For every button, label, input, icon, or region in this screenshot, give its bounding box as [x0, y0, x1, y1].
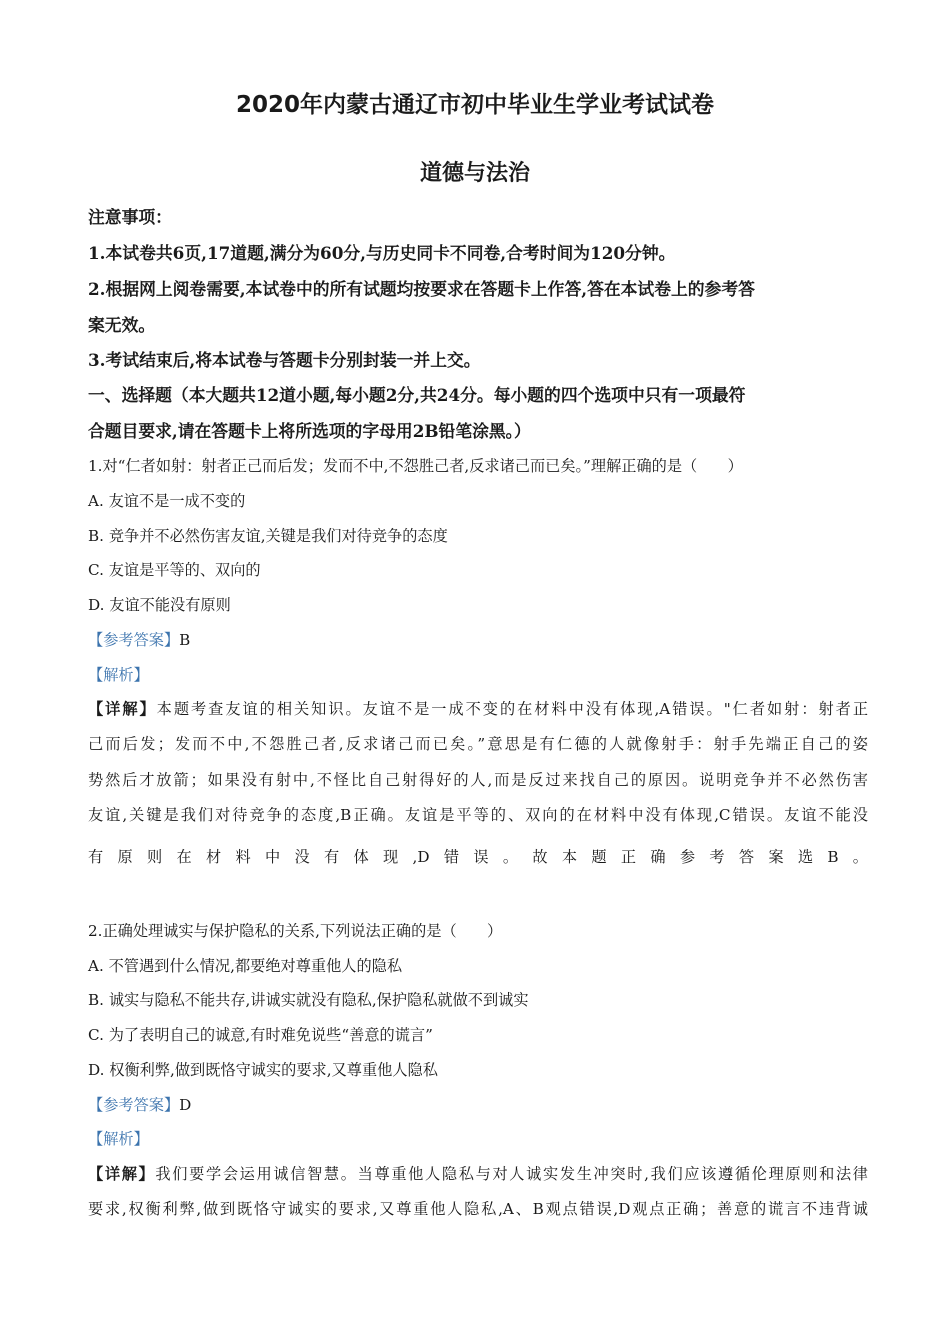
- q1-stem: 1.对“仁者如射：射者正己而后发；发而不中,不怨胜己者,反求诸己而已矣。”理解正确的是（ ）: [88, 457, 743, 475]
- answer-label: 【参考答案】: [88, 631, 180, 649]
- q1-option-d: D. 友谊不能没有原则: [88, 596, 231, 614]
- q1-analysis-label: 【解析】: [88, 666, 149, 684]
- exam-title: 2020年内蒙古通辽市初中毕业生学业考试试卷: [235, 92, 714, 118]
- detail-label: 【详解】: [88, 1165, 156, 1183]
- answer-value: D: [179, 1096, 192, 1114]
- q1-detail-line-2: 己而后发；发而不中,不怨胜己者,反求诸己而已矣。”意思是有仁德的人就像射手：射手先端正自己的姿: [88, 735, 868, 753]
- q2-analysis-label: 【解析】: [88, 1130, 149, 1148]
- q2-detail-line-2: 要求,权衡利弊,做到既恪守诚实的要求,又尊重他人隐私,A、B观点错误,D观点正确；善意的谎言不违背诚: [88, 1200, 868, 1218]
- q1-option-a: A. 友谊不是一成不变的: [88, 492, 246, 510]
- q1-detail-line-4: 友谊,关键是我们对待竞争的态度,B正确。友谊是平等的、双向的在材料中没有体现,C错误。友谊不能没: [88, 806, 868, 824]
- q2-option-d: D. 权衡利弊,做到既恪守诚实的要求,又尊重他人隐私: [88, 1061, 438, 1079]
- q1-detail-line-5: 有原则在材料中没有体现,D错误。故本题正确参考答案选B。: [88, 848, 868, 866]
- q2-option-a: A. 不管遇到什么情况,都要绝对尊重他人的隐私: [88, 957, 403, 975]
- q1-detail-line-3: 势然后才放箭；如果没有射中,不怪比自己射得好的人,而是反过来找自己的原因。说明竞争并不必然伤害: [88, 771, 868, 789]
- answer-label: 【参考答案】: [88, 1096, 180, 1114]
- q1-option-b: B. 竞争并不必然伤害友谊,关键是我们对待竞争的态度: [88, 527, 448, 545]
- notice-item-3: 3.考试结束后,将本试卷与答题卡分别封装一并上交。: [88, 350, 481, 370]
- q2-option-c: C. 为了表明自己的诚意,有时难免说些“善意的谎言”: [88, 1026, 433, 1044]
- notice-item-2-line-2: 案无效。: [88, 315, 156, 335]
- q2-answer: [88, 1093, 868, 1117]
- notice-item-1: 1.本试卷共6页,17道题,满分为60分,与历史同卡不同卷,合考时间为120分钟。: [88, 243, 676, 263]
- q2-stem: 2.正确处理诚实与保护隐私的关系,下列说法正确的是（ ）: [88, 922, 503, 940]
- section-heading-line-2: 合题目要求,请在答题卡上将所选项的字母用2B铅笔涂黑。）: [88, 421, 531, 441]
- q1-answer: [88, 628, 868, 652]
- subject-title: 道德与法治: [419, 161, 530, 186]
- detail-label: 【详解】: [88, 700, 157, 718]
- answer-value: B: [179, 631, 191, 649]
- q2-option-b: B. 诚实与隐私不能共存,讲诚实就没有隐私,保护隐私就做不到诚实: [88, 991, 529, 1009]
- notice-item-2-line-1: 2.根据网上阅卷需要,本试卷中的所有试题均按要求在答题卡上作答,答在本试卷上的参考答: [88, 279, 755, 299]
- q1-detail-line-1: 【详解】本题考查友谊的相关知识。友谊不是一成不变的在材料中没有体现,A错误。"仁者如射：射者正: [88, 700, 869, 718]
- section-heading-line-1: 一、选择题（本大题共12道小题,每小题2分,共24分。每小题的四个选项中只有一项最符: [88, 385, 746, 405]
- q2-detail-line-1: 【详解】我们要学会运用诚信智慧。当尊重他人隐私与对人诚实发生冲突时,我们应该遵循伦理原则和法律: [88, 1165, 868, 1183]
- notice-heading: 注意事项：: [88, 207, 172, 227]
- q1-option-c: C. 友谊是平等的、双向的: [88, 561, 261, 579]
